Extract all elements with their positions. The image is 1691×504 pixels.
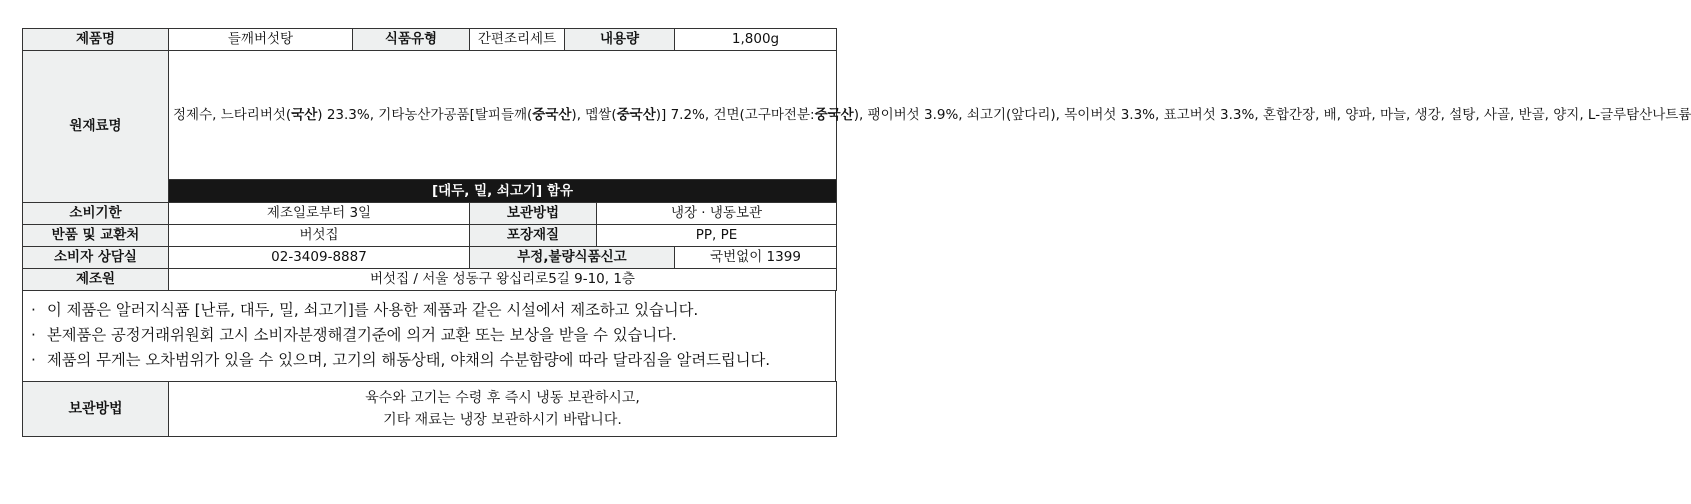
ingredients-label: 원재료명 — [23, 51, 169, 203]
volume-label: 내용량 — [565, 29, 675, 51]
storage-footer-line: 기타 재료는 냉장 보관하시기 바랍니다. — [383, 412, 622, 428]
maker-value: 버섯집 / 서울 성동구 왕십리로5길 9-10, 1층 — [169, 269, 837, 291]
return-value: 버섯집 — [169, 225, 470, 247]
volume-value: 1,800g — [675, 29, 837, 51]
bullet: · — [31, 326, 36, 344]
table-row — [23, 29, 837, 51]
product-label — [22, 28, 1691, 437]
product-name-value: 들깨버섯탕 — [169, 29, 353, 51]
report-label: 부정,불량식품신고 — [470, 247, 675, 269]
allergen-banner: [대두, 밀, 쇠고기] 함유 — [169, 180, 837, 203]
storage-instructions-table — [22, 381, 837, 437]
table-row — [23, 269, 837, 291]
storage-footer-line: 육수와 고기는 수령 후 즉시 냉동 보관하시고, — [365, 390, 640, 406]
packaging-label: 포장재질 — [470, 225, 597, 247]
consumer-phone: 02-3409-8887 — [169, 247, 470, 269]
product-name-label: 제품명 — [23, 29, 169, 51]
storage-footer-text — [169, 382, 837, 437]
food-type-label: 식품유형 — [353, 29, 470, 51]
consumer-label: 소비자 상담실 — [23, 247, 169, 269]
table-row — [23, 247, 837, 269]
return-label: 반품 및 교환처 — [23, 225, 169, 247]
table-row — [23, 382, 837, 437]
bullet: · — [31, 301, 36, 319]
notice-list — [22, 291, 836, 381]
table-row — [23, 203, 837, 225]
table-row — [23, 225, 837, 247]
storage-label: 보관방법 — [470, 203, 597, 225]
maker-label: 제조원 — [23, 269, 169, 291]
storage-footer-label: 보관방법 — [23, 382, 169, 437]
bullet: · — [31, 351, 36, 369]
expiry-label: 소비기한 — [23, 203, 169, 225]
table-row — [23, 51, 837, 180]
packaging-value: PP, PE — [597, 225, 837, 247]
storage-value: 냉장 · 냉동보관 — [597, 203, 837, 225]
notice-item: · 본제품은 공정거래위원회 고시 소비자분쟁해결기준에 의거 교환 또는 보상을 받을 수 있습니다. — [31, 323, 825, 348]
food-type-value: 간편조리세트 — [470, 29, 565, 51]
notice-item: · 이 제품은 알러지식품 [난류, 대두, 밀, 쇠고기]를 사용한 제품과 같은 시설에서 제조하고 있습니다. — [31, 298, 825, 323]
notice-item: · 제품의 무게는 오차범위가 있을 수 있으며, 고기의 해동상태, 야채의 수분함량에 따라 달라짐을 알려드립니다. — [31, 348, 825, 373]
product-info-table — [22, 28, 1691, 291]
ingredients-value: 정제수, 느타리버섯(국산) 23.3%, 기타농산가공품[탈피들깨(중국산), 멥쌀(중국산)] 7.2%, 건면(고구마전분:중국산), 팽이버섯 3.9%, 쇠고기(앞다리), 목이버섯 3.3%, 표고버섯 3.3%, 혼합간장, 배, 양파, 마늘, 생강, 설탕, 사골, 반골, 양지, L-글루탐산나트륨 — [169, 51, 837, 180]
expiry-value: 제조일로부터 3일 — [169, 203, 470, 225]
report-number: 국번없이 1399 — [675, 247, 837, 269]
